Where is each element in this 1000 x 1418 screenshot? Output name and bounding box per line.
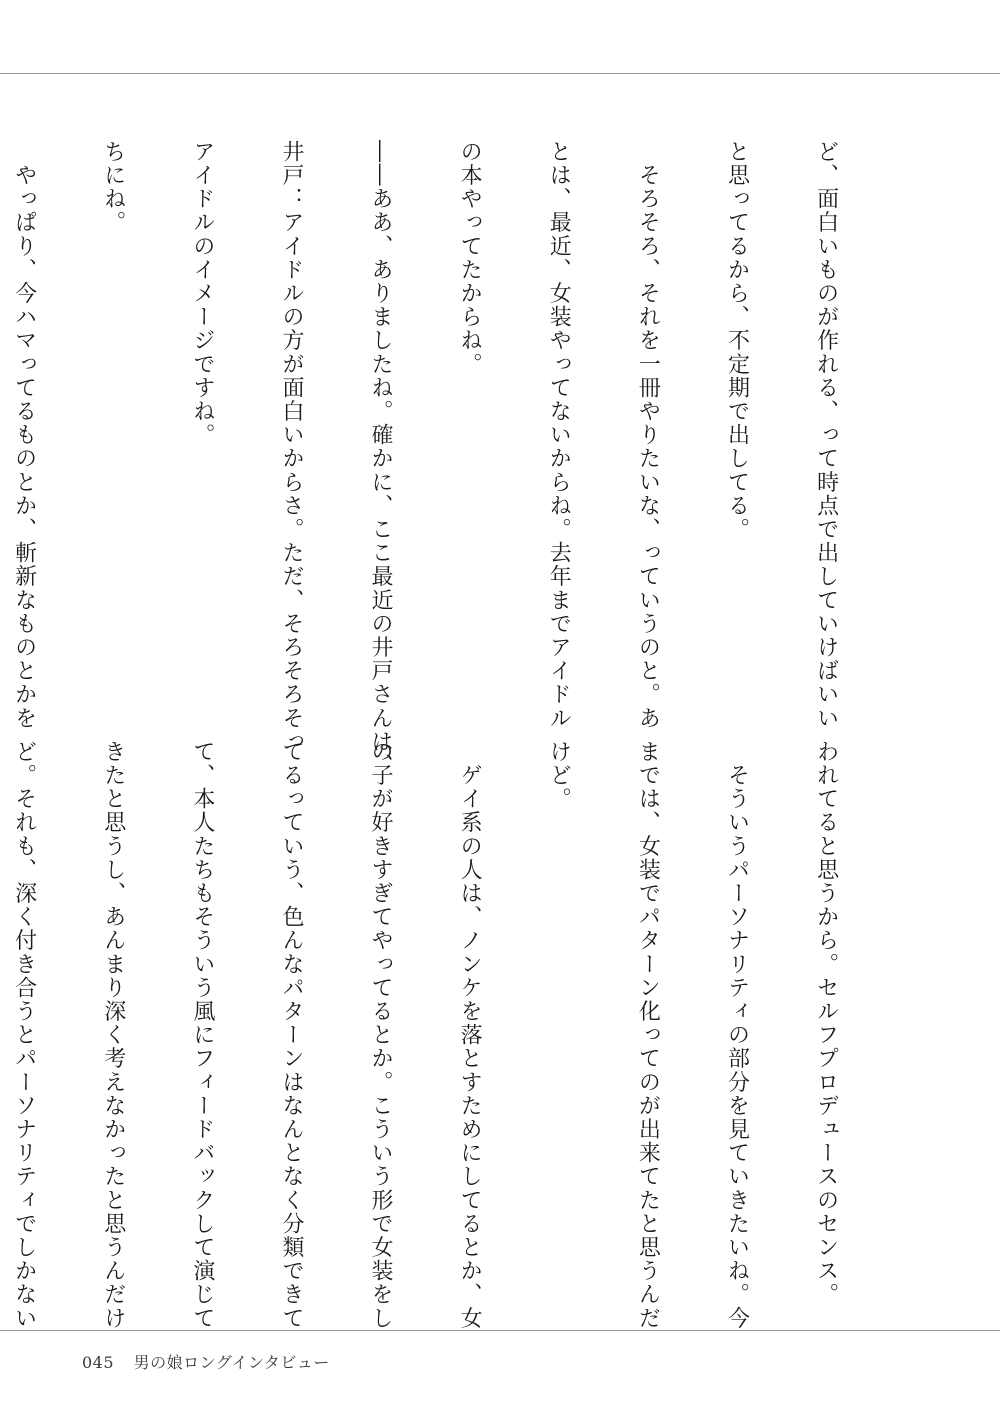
text-line: ――ああ、ありましたね。確かに、ここ最近の井戸さんは、 <box>368 140 394 778</box>
text-line: 井戸：アイドルの方が面白いからさ。ただ、そろそろそっ <box>278 140 304 754</box>
text-line: そういうパーソナリティの部分を見ていきたいね。今 <box>724 740 750 1330</box>
text-line: アイドルのイメージですね。 <box>189 140 215 447</box>
text-line: やっぱり、今ハマってるものとか、斬新なものとかを <box>11 140 37 730</box>
header-rule <box>0 73 1000 74</box>
text-line: ちにね。 <box>100 140 126 235</box>
text-line: とは、最近、女装やってないからね。去年までアイドル <box>546 140 572 730</box>
text-line: て、本人たちもそういう風にフィードバックして演じて <box>189 740 215 1330</box>
text-line: ど。それも、深く付き合うとパーソナリティでしかない <box>11 740 37 1330</box>
text-line: ゲイ系の人は、ノンケを落とすためにしてるとか、女 <box>457 740 483 1330</box>
page-footer <box>82 1350 330 1373</box>
text-line: てるっていう、色んなパターンはなんとなく分類できて <box>278 740 304 1330</box>
text-line: と思ってるから、不定期で出してる。 <box>724 140 750 542</box>
text-line: の子が好きすぎてやってるとか。こういう形で女装をし <box>368 740 394 1330</box>
text-line: けど。 <box>546 740 572 811</box>
page-number: 045 <box>82 1353 115 1372</box>
running-title: 男の娘ロングインタビュー <box>133 1353 330 1372</box>
text-line: の本やってたからね。 <box>457 140 483 376</box>
text-line: ど、面白いものが作れる、って時点で出していけばいい <box>813 140 839 730</box>
text-line: までは、女装でパターン化ってのが出来てたと思うんだ <box>635 740 661 1330</box>
text-line: きたと思うし、あんまり深く考えなかったと思うんだけ <box>100 740 126 1330</box>
text-block-lower <box>11 740 900 1330</box>
text-line: そろそろ、それを一冊やりたいな、っていうのと。あ <box>635 140 661 730</box>
footer-rule <box>0 1330 1000 1331</box>
text-line: われてると思うから。セルフプロデュースのセンス。 <box>813 740 839 1307</box>
